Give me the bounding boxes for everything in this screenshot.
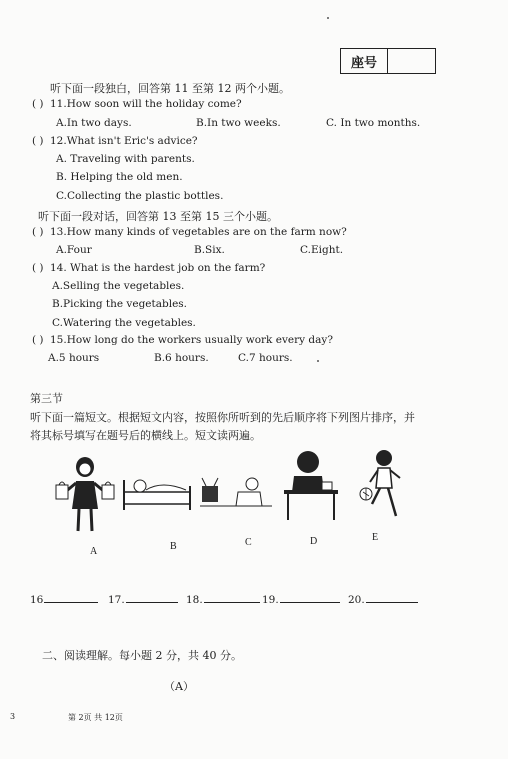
speck [317, 360, 319, 362]
answer-16[interactable]: 16 [30, 592, 98, 606]
watching-tv-icon [198, 472, 274, 512]
q14-text: 14. What is the hardest job on the farm? [50, 262, 266, 274]
q11-text: 11.How soon will the holiday come? [50, 98, 242, 110]
q12-text: 12.What isn't Eric's advice? [50, 135, 198, 147]
q12-bracket[interactable]: ( ) [32, 135, 44, 147]
answer-18[interactable]: 18. [186, 592, 260, 606]
section-3-title: 第三节 [30, 392, 63, 405]
section-3-instruction-line2: 将其标号填写在题号后的横线上。短文读两遍。 [30, 429, 261, 442]
speck [327, 17, 329, 19]
person-in-bed-icon [122, 472, 192, 512]
q15-text: 15.How long do the workers usually work every day? [50, 334, 333, 346]
picture-label-a: A [90, 546, 98, 557]
q13-option-c: C.Eight. [300, 244, 344, 256]
page-number: 第 2页 共 12页 [68, 713, 123, 722]
listening-intro-13-15: 听下面一段对话，回答第 13 至第 15 三个小题。 [38, 210, 278, 223]
answer-18-blank[interactable] [204, 592, 260, 603]
woman-with-bags-icon [54, 455, 116, 535]
listening-intro-11-12: 听下面一段独白，回答第 11 至第 12 两个小题。 [50, 82, 290, 95]
picture-label-b: B [170, 541, 177, 552]
section-3-instruction-line1: 听下面一篇短文。根据短文内容，按照你所听到的先后顺序将下列图片排序，并 [30, 411, 415, 424]
q15-option-a: A.5 hours [48, 352, 100, 364]
q15-option-b: B.6 hours. [154, 352, 209, 364]
q13-text: 13.How many kinds of vegetables are on the farm now? [50, 226, 347, 238]
q12-option-b: B. Helping the old men. [56, 171, 183, 183]
answer-19-blank[interactable] [280, 592, 340, 603]
q11-option-b: B.In two weeks. [196, 117, 281, 129]
answer-19[interactable]: 19. [262, 592, 340, 606]
picture-label-c: C [245, 537, 252, 548]
q12-option-a: A. Traveling with parents. [56, 153, 195, 165]
answer-16-blank[interactable] [44, 592, 98, 603]
q15-bracket[interactable]: ( ) [32, 334, 44, 346]
answer-17[interactable]: 17. [108, 592, 178, 606]
boy-playing-football-icon [358, 446, 410, 520]
q11-option-c: C. In two months. [326, 117, 421, 129]
q13-option-a: A.Four [56, 244, 92, 256]
q11-bracket[interactable]: ( ) [32, 98, 44, 110]
seat-number-box [340, 48, 436, 74]
q13-bracket[interactable]: ( ) [32, 226, 44, 238]
picture-label-d: D [310, 536, 318, 547]
seat-number-field[interactable] [388, 49, 435, 73]
footer-left-mark: 3 [10, 712, 16, 721]
picture-label-e: E [372, 532, 379, 543]
reading-part-a: （A） [164, 680, 194, 693]
q12-option-c: C.Collecting the plastic bottles. [56, 190, 224, 202]
q11-option-a: A.In two days. [56, 117, 132, 129]
q14-option-b: B.Picking the vegetables. [52, 298, 188, 310]
answer-20-blank[interactable] [366, 592, 418, 603]
seat-number-label: 座号 [341, 49, 388, 73]
reading-comprehension-title: 二、阅读理解。每小题 2 分，共 40 分。 [42, 649, 242, 662]
student-at-desk-icon [282, 448, 340, 522]
q14-bracket[interactable]: ( ) [32, 262, 44, 274]
answer-17-blank[interactable] [126, 592, 178, 603]
q13-option-b: B.Six. [194, 244, 225, 256]
q15-option-c: C.7 hours. [238, 352, 293, 364]
answer-20[interactable]: 20. [348, 592, 418, 606]
q14-option-a: A.Selling the vegetables. [52, 280, 185, 292]
q14-option-c: C.Watering the vegetables. [52, 317, 196, 329]
